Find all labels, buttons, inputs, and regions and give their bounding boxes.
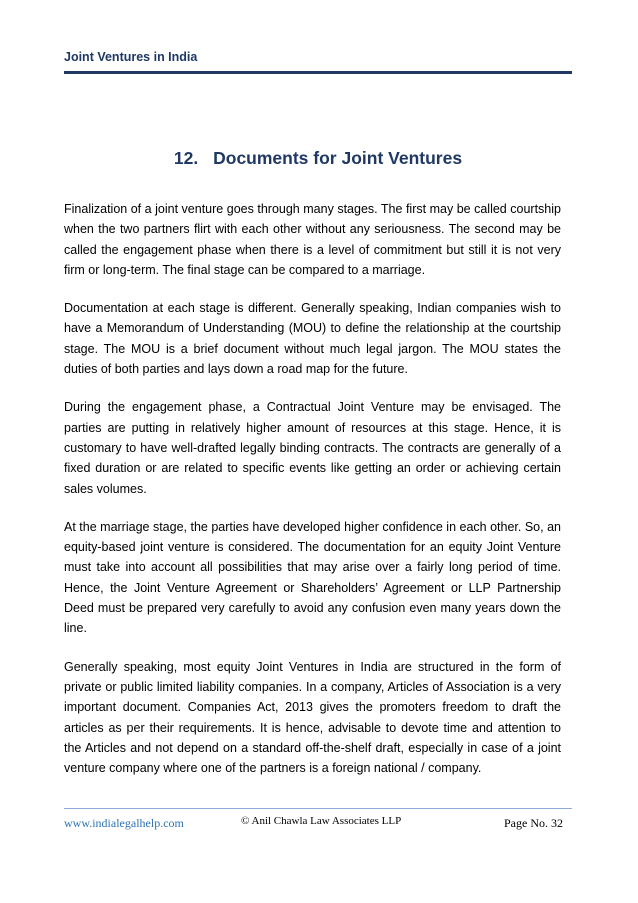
paragraph-documentation: Documentation at each stage is different. Generally speaking, Indian companies wish to have a Memorandum of Understanding (MOU) to define the relationship at the courtship stage. The MOU is a brief document without much legal jargon. The MOU states the duties of both parties and lays down a road map for the future. xyxy=(64,301,561,377)
paragraph-stages: Finalization of a joint venture goes through many stages. The first may be called courtship when the two partners flirt with each other without any seriousness. The second may be called the engagement phase when there is a level of commitment but still it is not very firm or long-term. The final stage can be compared to a marriage. xyxy=(64,202,561,277)
paragraph-engagement: During the engagement phase, a Contractual Joint Venture may be envisaged. The parties are putting in relatively higher amount of resources at this stage. Hence, it is customary to have well-drafted legally binding contracts. The contracts are generally of a fixed duration or are related to specific events like getting an order or achieving certain sales volumes. xyxy=(64,400,561,496)
chapter-number: 12. xyxy=(173,148,199,168)
body-text xyxy=(64,199,561,796)
header-divider xyxy=(64,71,572,74)
paragraph-marriage: At the marriage stage, the parties have developed higher confidence in each other. So, an equity-based joint venture is considered. The documentation for an equity Joint Venture must take into account all possibilities that may arise over a fairly long period of time. Hence, the Joint Venture Agreement or Shareholders’ Agreement or LLP Partnership Deed must be prepared very carefully to avoid any confusion even many years down the line. xyxy=(64,519,561,636)
footer-divider xyxy=(64,808,572,809)
page-footer xyxy=(64,815,563,831)
footer-copyright: © Anil Chawla Law Associates LLP xyxy=(241,815,402,827)
footer-website-link[interactable]: www.indialegalhelp.com xyxy=(64,816,184,830)
paragraph-articles: Generally speaking, most equity Joint Ventures in India are structured in the form of private or public limited liability companies. In a company, Articles of Association is a very important document. Companies Act, 2013 gives the promoters freedom to draft the articles as per their requirements. It is hence, advisable to devote time and attention to the Articles and not depend on a standard off-the-shelf draft, especially in case of a joint venture company where one of the partners is a foreign national / company. xyxy=(64,659,561,776)
footer-page-number: Page No. 32 xyxy=(504,816,563,830)
chapter-title: Documents for Joint Ventures xyxy=(213,148,463,168)
running-header-title: Joint Ventures in India xyxy=(64,50,198,64)
chapter-heading xyxy=(64,148,572,169)
